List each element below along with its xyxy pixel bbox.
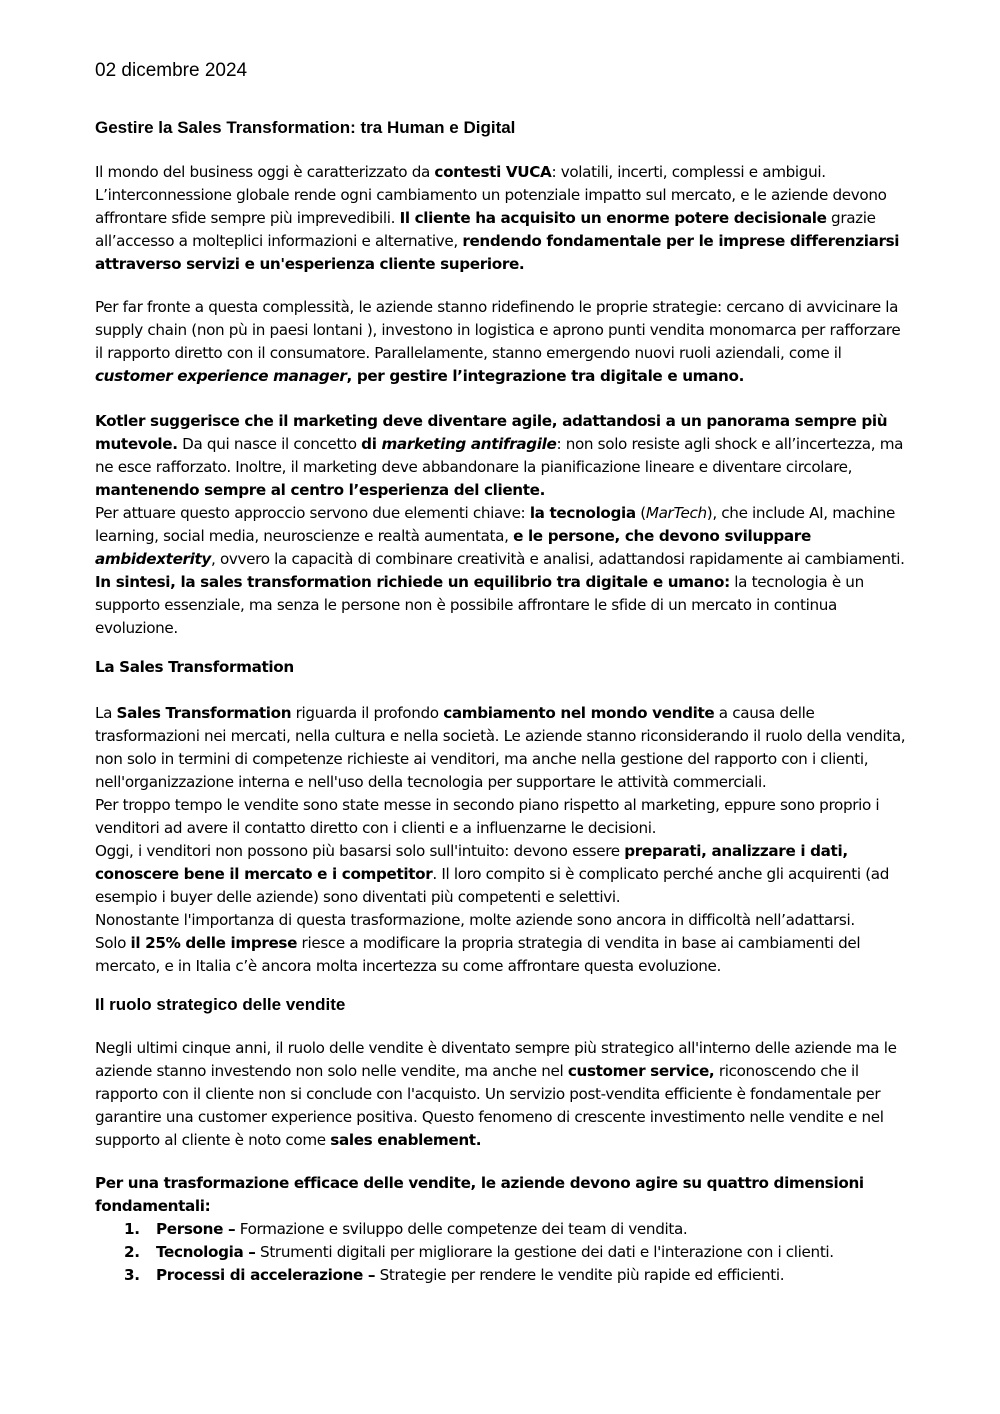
document-date: 02 dicembre 2024 (95, 60, 248, 81)
paragraph-kotler: Kotler suggerisce che il marketing deve diventare agile, adattandosi a un panorama sempre più mutevole. Da qui nasce il concetto di marketing antifragile: non solo resiste agli shock e all’incertezza, ma ne esce rafforzato. Inoltre, il marketing deve abbandonare la pianificazione lineare e diventare circolare, mantenendo sempre al centro l’esperienza del cliente. Per attuare questo approccio servono due elementi chiave: la tecnologia (MarTech), che include AI, machine learning, social media, neuroscienze e realtà aumentata, e le persone, che devono sviluppare ambidexterity, ovvero la capacità di combinare creatività e analisi, adattandosi rapidamente ai cambiamenti. In sintesi, la sales transformation richiede un equilibrio tra digitale e umano: la tecnologia è un supporto essenziale, ma senza le persone non è possibile affrontare le sfide di un mercato in continua evoluzione. (95, 412, 905, 637)
dimensions-intro: Per una trasformazione efficace delle vendite, le aziende devono agire su quattro dimensioni fondamentali: (95, 1174, 864, 1215)
dimensions-list (95, 1218, 910, 1287)
document-title: Gestire la Sales Transformation: tra Human e Digital (95, 118, 516, 137)
paragraph-sales-enablement: Negli ultimi cinque anni, il ruolo delle vendite è diventato sempre più strategico all'interno delle aziende ma le aziende stanno investendo non solo nelle vendite, ma anche nel customer service, riconoscendo che il rapporto con il cliente non si conclude con l'acquisto. Un servizio post-vendita efficiente è fondamentale per garantire una customer experience positiva. Questo fenomeno di crescente investimento nelle vendite e nel supporto al cliente è noto come sales enablement. (95, 1039, 897, 1149)
paragraph-strategies: Per far fronte a questa complessità, le aziende stanno ridefinendo le proprie strategie: cercano di avvicinare la supply chain (non pù in paesi lontani ), investono in logistica e aprono punti vendita monomarca per rafforzare il rapporto diretto con il consumatore. Parallelamente, stanno emergendo nuovi ruoli aziendali, come il customer experience manager, per gestire l’integrazione tra digitale e umano. (95, 298, 901, 385)
paragraph-vuca: Il mondo del business oggi è caratterizzato da contesti VUCA: volatili, incerti, complessi e ambigui. L’interconnessione globale rende ogni cambiamento un potenziale impatto sul mercato, e le aziende devono affrontare sfide sempre più imprevedibili. Il cliente ha acquisito un enorme potere decisionale grazie all’accesso a molteplici informazioni e alternative, rendendo fondamentale per le imprese differenziarsi attraverso servizi e un'esperienza cliente superiore. (95, 163, 900, 273)
section-heading-ruolo-strategico: Il ruolo strategico delle vendite (95, 995, 346, 1014)
list-item: 3. Processi di accelerazione – Strategie per rendere le vendite più rapide ed efficienti. (124, 1266, 785, 1284)
list-item: 1. Persone – Formazione e sviluppo delle competenze dei team di vendita. (124, 1220, 688, 1238)
dimensions-section (95, 1172, 910, 1287)
section-heading-sales-transformation: La Sales Transformation (95, 658, 294, 676)
paragraph-sales-transformation: La Sales Transformation riguarda il profondo cambiamento nel mondo vendite a causa delle trasformazioni nei mercati, nella cultura e nella società. Le aziende stanno riconsiderando il ruolo della vendita, non solo in termini di competenze richieste ai venditori, ma anche nella gestione del rapporto con i clienti, nell'organizzazione interna e nell'uso della tecnologia per supportare le attività commerciali. Per troppo tempo le vendite sono state messe in secondo piano rispetto al marketing, eppure sono proprio i venditori ad avere il contatto diretto con i clienti e a influenzarne le decisioni. Oggi, i venditori non possono più basarsi solo sull'intuito: devono essere preparati, analizzare i dati, conoscere bene il mercato e i competitor. Il loro compito si è complicato perché anche gli acquirenti (ad esempio i buyer delle aziende) sono diventati più competenti e selettivi. Nonostante l'importanza di questa trasformazione, molte aziende sono ancora in difficoltà nell’adattarsi. Solo il 25% delle imprese riesce a modificare la propria strategia di vendita in base ai cambiamenti del mercato, e in Italia c’è ancora molta incertezza su come affrontare questa evoluzione. (95, 704, 906, 975)
list-item: 2. Tecnologia – Strumenti digitali per migliorare la gestione dei dati e l'interazione con i clienti. (124, 1243, 834, 1261)
